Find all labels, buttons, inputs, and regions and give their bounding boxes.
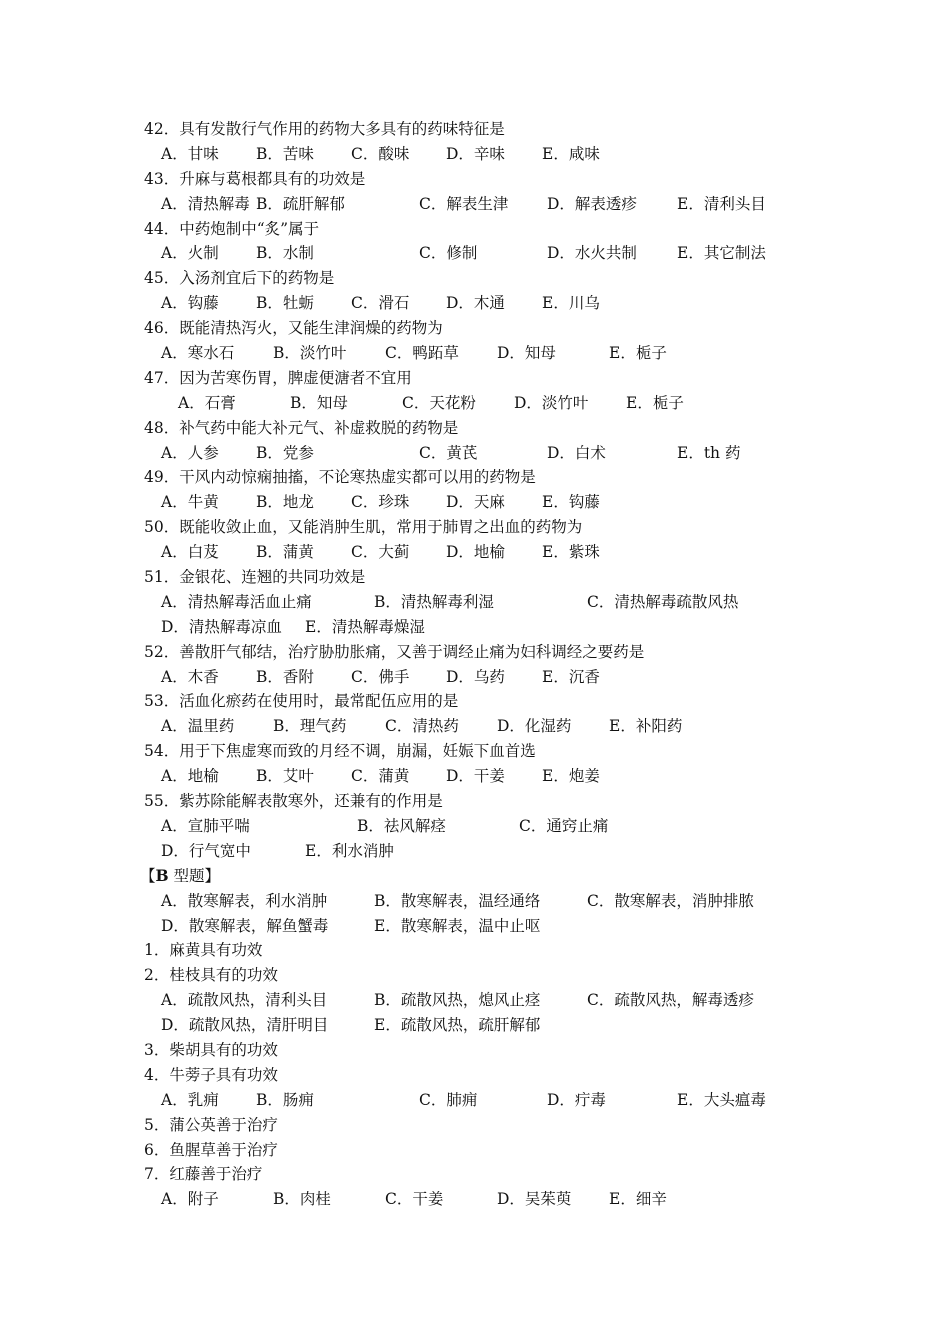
option-row — [0, 988, 950, 1013]
question-stem: 52．善散肝气郁结，治疗胁肋胀痛，又善于调经止痛为妇科调经之要药是 — [144, 642, 645, 661]
answer-option: B．地龙 — [256, 493, 314, 512]
answer-option: C．清热解毒疏散风热 — [587, 592, 739, 611]
answer-option: E．钩藤 — [542, 493, 600, 512]
answer-option: D．疔毒 — [547, 1090, 606, 1109]
answer-option: C．疏散风热，解毒透疹 — [587, 991, 754, 1010]
question-stem: 51．金银花、连翘的共同功效是 — [144, 568, 366, 587]
option-row — [0, 1088, 950, 1113]
answer-option: D．化湿药 — [497, 717, 572, 736]
option-row — [0, 889, 950, 914]
answer-option: A．清热解毒 — [161, 194, 250, 213]
question-stem: 55．紫苏除能解表散寒外，还兼有的作用是 — [144, 792, 443, 811]
answer-option: D．乌药 — [446, 667, 505, 686]
answer-option: C．鸭跖草 — [385, 344, 459, 363]
answer-option: D．淡竹叶 — [514, 393, 589, 412]
question-stem: 47．因为苦寒伤胃，脾虚便溏者不宜用 — [144, 368, 412, 387]
question-stem: 2．桂枝具有的功效 — [144, 966, 278, 985]
answer-option: B．肉桂 — [273, 1190, 331, 1209]
option-row — [0, 839, 950, 864]
answer-option: A．白芨 — [161, 543, 219, 562]
question-stem: 6．鱼腥草善于治疗 — [144, 1140, 278, 1159]
answer-option: B．艾叶 — [256, 767, 314, 786]
answer-option: E．大头瘟毒 — [677, 1090, 766, 1109]
question-stem: 46．既能清热泻火，又能生津润燥的药物为 — [144, 319, 443, 338]
question-stem: 1．麻黄具有功效 — [144, 941, 263, 960]
answer-option: D．吴茱萸 — [497, 1190, 572, 1209]
answer-option: A．乳痈 — [161, 1090, 219, 1109]
answer-option: B．疏散风热，熄风止痉 — [374, 991, 541, 1010]
answer-option: E．栀子 — [626, 393, 684, 412]
option-row — [0, 192, 950, 217]
option-row — [0, 490, 950, 515]
question-stem: 54．用于下焦虚寒而致的月经不调，崩漏，妊娠下血首选 — [144, 742, 536, 761]
answer-option: B．理气药 — [273, 717, 347, 736]
question-stem: 4．牛蒡子具有功效 — [144, 1065, 278, 1084]
answer-option: A．清热解毒活血止痛 — [161, 592, 312, 611]
answer-option: C．解表生津 — [419, 194, 509, 213]
answer-option: B．清热解毒利湿 — [374, 592, 494, 611]
answer-option: A．寒水石 — [161, 344, 235, 363]
question-stem: 43．升麻与葛根都具有的功效是 — [144, 169, 366, 188]
answer-option: A．人参 — [161, 443, 219, 462]
question-page — [0, 117, 950, 1212]
option-row — [0, 441, 950, 466]
answer-option: D．知母 — [497, 344, 556, 363]
answer-option: C．酸味 — [351, 144, 410, 163]
answer-option: B．肠痈 — [256, 1090, 314, 1109]
answer-option: E．川乌 — [542, 294, 600, 313]
question-stem: 44．中药炮制中“炙”属于 — [144, 219, 320, 238]
question-stem: 7．红藤善于治疗 — [144, 1165, 263, 1184]
answer-option: A．散寒解表，利水消肿 — [161, 891, 328, 910]
answer-option: D．散寒解表，解鱼蟹毒 — [161, 916, 329, 935]
heading-bracket: 【 — [140, 866, 156, 885]
answer-option: D．辛味 — [446, 144, 505, 163]
answer-option: A．钩藤 — [161, 294, 219, 313]
answer-option: C．滑石 — [351, 294, 410, 313]
answer-option: B．疏肝解郁 — [256, 194, 345, 213]
answer-option: C．黄芪 — [419, 443, 478, 462]
option-row — [0, 914, 950, 939]
answer-option: C．散寒解表，消肿排脓 — [587, 891, 754, 910]
answer-option: A．温里药 — [161, 717, 235, 736]
answer-option: E．栀子 — [609, 344, 667, 363]
answer-option: D．疏散风热，清肝明目 — [161, 1016, 329, 1035]
answer-option: D．天麻 — [446, 493, 505, 512]
answer-option: A．木香 — [161, 667, 219, 686]
answer-option: E．细辛 — [609, 1190, 667, 1209]
option-row — [0, 714, 950, 739]
answer-option: D．白术 — [547, 443, 606, 462]
answer-option: E．沉香 — [542, 667, 600, 686]
answer-option: D．木通 — [446, 294, 505, 313]
answer-option: A．牛黄 — [161, 493, 219, 512]
option-row — [0, 341, 950, 366]
question-stem: 49．干风内动惊痫抽搐，不论寒热虚实都可以用的药物是 — [144, 468, 536, 487]
heading-type-letter: B — [155, 865, 169, 885]
answer-option: B．水制 — [256, 244, 314, 263]
answer-option: B．祛风解痉 — [357, 816, 446, 835]
answer-option: D．水火共制 — [547, 244, 637, 263]
answer-option: B．散寒解表，温经通络 — [374, 891, 541, 910]
question-stem: 45．入汤剂宜后下的药物是 — [144, 269, 335, 288]
answer-option: D．行气宽中 — [161, 841, 251, 860]
option-row — [0, 142, 950, 167]
option-row — [0, 814, 950, 839]
option-row — [0, 241, 950, 266]
heading-label: 型题】 — [168, 866, 221, 885]
question-stem: 50．既能收敛止血，又能消肿生肌，常用于肺胃之出血的药物为 — [144, 518, 583, 537]
answer-option: D．清热解毒凉血 — [161, 617, 282, 636]
question-stem: 53．活血化瘀药在使用时，最常配伍应用的是 — [144, 692, 459, 711]
option-row — [0, 540, 950, 565]
answer-option: A．附子 — [161, 1190, 219, 1209]
option-row — [0, 1187, 950, 1212]
answer-option: C．珍珠 — [351, 493, 410, 512]
answer-option: E．疏散风热，疏肝解郁 — [374, 1016, 541, 1035]
question-stem: 3．柴胡具有的功效 — [144, 1040, 278, 1059]
answer-option: C．通窍止痛 — [519, 816, 609, 835]
answer-option: C．天花粉 — [402, 393, 476, 412]
answer-option: E．补阳药 — [609, 717, 683, 736]
answer-option: A．地榆 — [161, 767, 219, 786]
answer-option: E．清热解毒燥湿 — [305, 617, 425, 636]
option-row — [0, 615, 950, 640]
option-row — [0, 665, 950, 690]
answer-option: B．党参 — [256, 443, 314, 462]
answer-option: E．清利头目 — [677, 194, 766, 213]
option-row — [0, 1013, 950, 1038]
answer-option: E．散寒解表，温中止呕 — [374, 916, 541, 935]
option-row — [0, 291, 950, 316]
answer-option: D．干姜 — [446, 767, 505, 786]
section-heading — [0, 864, 950, 889]
answer-option: B．蒲黄 — [256, 543, 314, 562]
answer-option: E．其它制法 — [677, 244, 766, 263]
answer-option: C．修制 — [419, 244, 478, 263]
answer-option: C．蒲黄 — [351, 767, 410, 786]
question-stem: 5．蒲公英善于治疗 — [144, 1115, 278, 1134]
answer-option: B．苦味 — [256, 144, 314, 163]
answer-option: C．大蓟 — [351, 543, 410, 562]
question-stem: 42．具有发散行气作用的药物大多具有的药味特征是 — [144, 120, 505, 138]
option-row — [0, 391, 950, 416]
answer-option: A．火制 — [161, 244, 219, 263]
option-row — [0, 590, 950, 615]
answer-option: B．香附 — [256, 667, 314, 686]
answer-option: E．炮姜 — [542, 767, 600, 786]
answer-option: E．利水消肿 — [305, 841, 394, 860]
answer-option: D．解表透疹 — [547, 194, 637, 213]
answer-option: C．佛手 — [351, 667, 410, 686]
question-stem: 48．补气药中能大补元气、补虚救脱的药物是 — [144, 418, 459, 437]
answer-option: C．干姜 — [385, 1190, 444, 1209]
option-row — [0, 764, 950, 789]
answer-option: E．th 药 — [677, 443, 741, 462]
answer-option: E．咸味 — [542, 144, 600, 163]
answer-option: B．知母 — [290, 393, 348, 412]
answer-option: A．石膏 — [178, 393, 236, 412]
answer-option: A．宣肺平喘 — [161, 816, 250, 835]
answer-option: E．紫珠 — [542, 543, 600, 562]
answer-option: A．疏散风热，清利头目 — [161, 991, 328, 1010]
answer-option: B．淡竹叶 — [273, 344, 347, 363]
answer-option: B．牡蛎 — [256, 294, 314, 313]
answer-option: C．肺痈 — [419, 1090, 478, 1109]
answer-option: A．甘味 — [161, 144, 219, 163]
answer-option: D．地榆 — [446, 543, 505, 562]
answer-option: C．清热药 — [385, 717, 459, 736]
